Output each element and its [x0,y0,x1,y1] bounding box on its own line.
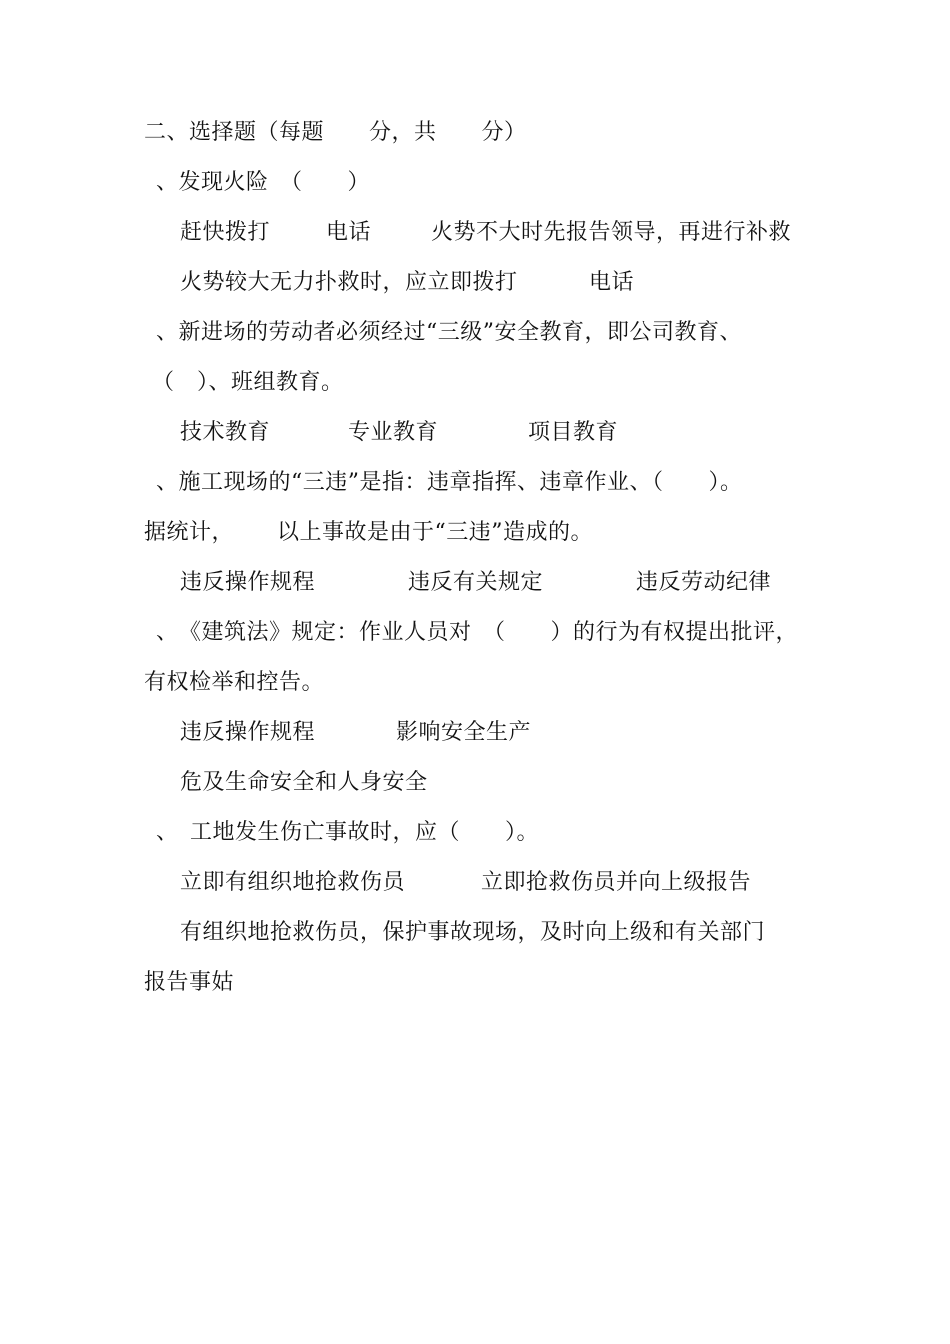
q1-option-c: 火势较大无力扑救时，应立即拨打 [180,270,518,295]
q2-option-b: 专业教育 [348,420,439,445]
question-3-stem-line1: 、施工现场的“三违”是指：违章指挥、违章作业、（ ）。 [156,470,743,495]
question-2-stem-line2: （ ）、班组教育。 [152,370,344,395]
question-4-stem-line1: 、 《建筑法》规定：作业人员对 （ ）的行为有权提出批评， [156,620,799,645]
q1-option-a-suffix: 电话 [326,220,372,245]
question-3-stem-line2 [0,518,950,548]
question-2-stem-line1: 、新进场的劳动者必须经过“三级”安全教育，即公司教育、 [156,320,742,345]
question-5-stem: 、 工地发生伤亡事故时，应（ ）。 [156,820,540,845]
question-4-stem-line2: 有权检举和控告。 [144,670,325,695]
q3-stem-line2-b: 以上事故是由于“三违”造成的。 [277,520,593,545]
question-4-options-row1 [0,718,950,748]
q3-stem-line2-a: 据统计， [144,520,235,545]
question-1-options-row1 [0,218,950,248]
q4-option-b: 影响安全生产 [396,720,532,745]
q2-option-a: 技术教育 [180,420,271,445]
question-5-options-row1 [0,868,950,898]
q3-option-b: 违反有关规定 [408,570,544,595]
q3-option-c: 违反劳动纪律 [636,570,772,595]
question-3-options [0,568,950,598]
q2-option-c: 项目教育 [528,420,619,445]
q5-option-a: 立即有组织地抢救伤员 [180,870,406,895]
q4-option-a: 违反操作规程 [180,720,316,745]
question-5-option-c-line2: 报告事姑 [144,970,235,995]
section-title: 二、选择题（每题 分，共 分） [144,120,527,145]
q3-option-a: 违反操作规程 [180,570,316,595]
question-2-options [0,418,950,448]
question-4-options-row2: 危及生命安全和人身安全 [180,770,428,795]
q1-option-a: 赶快拨打 [180,220,271,245]
question-1-stem: 、发现火险 （ ） [156,170,371,195]
question-1-options-row2 [0,268,950,298]
q1-option-c-suffix: 电话 [589,270,635,295]
q5-option-b: 立即抢救伤员并向上级报告 [481,870,752,895]
q1-option-b: 火势不大时先报告领导，再进行补救 [431,220,792,245]
question-5-option-c-line1: 有组织地抢救伤员，保护事故现场，及时向上级和有关部门 [180,920,766,945]
